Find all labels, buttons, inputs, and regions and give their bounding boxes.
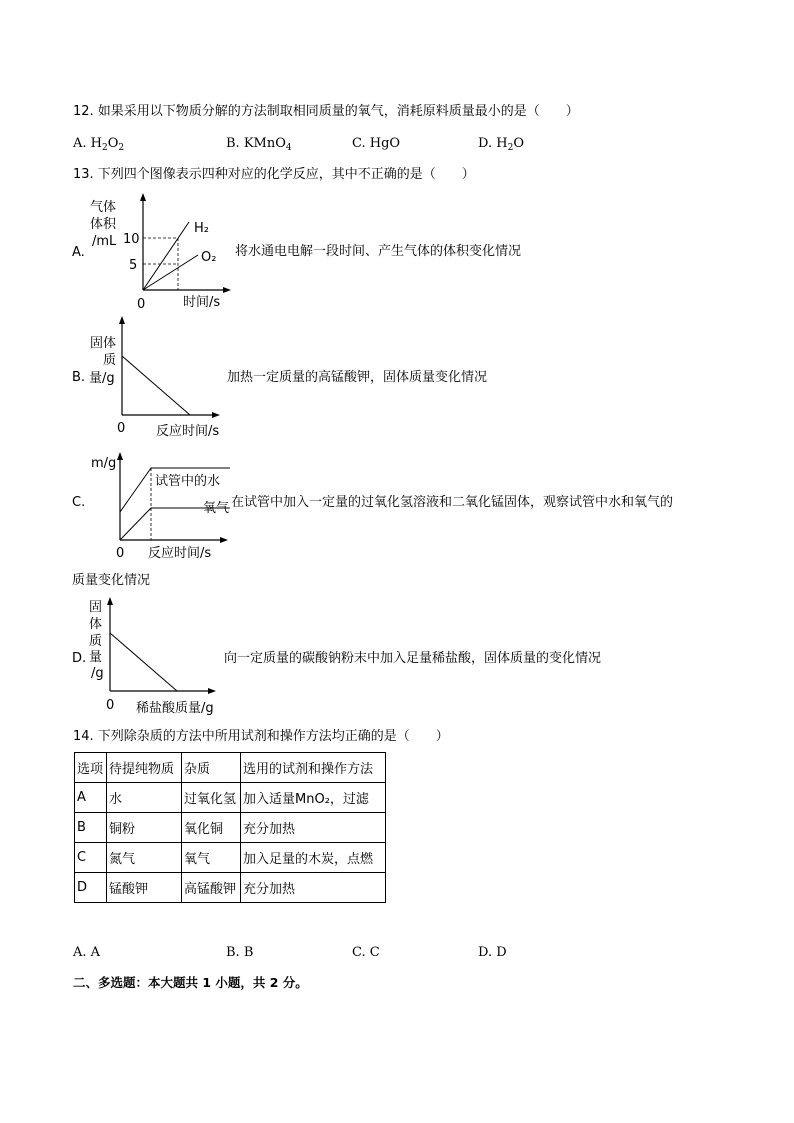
table-row [75, 783, 386, 813]
table-header-cell: 待提纯物质 [107, 753, 182, 783]
q13-d-mass-line [110, 633, 177, 691]
table-header-row [75, 753, 386, 783]
q13-b-description: 加热一定质量的高锰酸钾，固体质量变化情况 [227, 370, 488, 385]
table-header-cell: 选用的试剂和操作方法 [241, 753, 386, 783]
table-cell: 充分加热 [241, 873, 386, 903]
table-cell: B [75, 813, 107, 843]
q14-stem: 14. 下列除杂质的方法中所用试剂和操作方法均正确的是（ ） [73, 729, 449, 744]
q13-a-letter: A. [72, 245, 85, 260]
q13-a-origin: 0 [137, 297, 146, 312]
q13-b-letter: B. [72, 370, 86, 385]
table-cell: 氮气 [107, 843, 182, 873]
q12-option-b: B. KMnO$_4$ [226, 136, 292, 153]
q13-d-ylabel-3: 质 [89, 634, 103, 649]
q13-b-origin: 0 [117, 421, 126, 436]
q13-stem: 13. 下列四个图像表示四种对应的化学反应，其中不正确的是（ ） [73, 167, 475, 182]
q13-d-letter: D. [72, 651, 87, 666]
q13-d-origin: 0 [106, 698, 115, 713]
q13-d-description: 向一定质量的碳酸钠粉末中加入足量稀盐酸，固体质量的变化情况 [224, 651, 602, 666]
q13-d-y-arrow [107, 597, 113, 605]
table-cell: A [75, 783, 107, 813]
q13-a-description: 将水通电电解一段时间、产生气体的体积变化情况 [235, 244, 522, 259]
table-cell: 锰酸钾 [107, 873, 182, 903]
table-cell: D [75, 873, 107, 903]
section-2-heading: 二、多选题：本大题共 1 小题，共 2 分。 [73, 975, 308, 990]
q13-d-ylabel-1: 固 [89, 600, 103, 615]
q13-c-ylabel: m/g [91, 456, 117, 471]
table-cell: 加入足量的木炭，点燃 [241, 843, 386, 873]
q12-stem: 12. 如果采用以下物质分解的方法制取相同质量的氧气，消耗原料质量最小的是（ ） [73, 104, 579, 119]
q13-c-xlabel: 反应时间/s [148, 546, 212, 561]
q12-option-a: A. $H_2O_2$ [73, 136, 125, 153]
q13-d-ylabel-4: 量 [89, 650, 103, 665]
q13-d-ylabel-2: 体 [89, 617, 103, 632]
q14-table [74, 752, 386, 903]
q13-b-xlabel: 反应时间/s [156, 424, 220, 439]
q13-a-label-o2: O₂ [201, 250, 217, 265]
table-cell: 充分加热 [241, 813, 386, 843]
table-header-cell: 选项 [75, 753, 107, 783]
q14-option-d: D. D [478, 945, 507, 960]
q13-a-ytick-5: 5 [129, 258, 138, 273]
q13-a-ylabel-2: 体积 [90, 217, 117, 232]
q13-c-origin: 0 [116, 546, 125, 561]
q13-d-ylabel-5: /g [91, 666, 104, 681]
table-cell: 过氧化氢 [182, 783, 241, 813]
q14-option-b: B. B [226, 945, 254, 960]
q13-c-label-oxygen: 氧气 [203, 501, 230, 516]
table-header-cell: 杂质 [182, 753, 241, 783]
q12-option-c: C. HgO [352, 136, 401, 151]
q13-a-ylabel-1: 气体 [90, 200, 117, 215]
q13-c-description: 在试管中加入一定量的过氧化氢溶液和二氧化锰固体，观察试管中水和氧气的 [231, 495, 674, 510]
table-cell: C [75, 843, 107, 873]
q13-c-description-cont: 质量变化情况 [72, 573, 151, 588]
table-cell: 氧气 [182, 843, 241, 873]
table-cell: 氧化铜 [182, 813, 241, 843]
q13-a-ytick-10: 10 [123, 232, 140, 247]
q14-option-a: A. A [73, 945, 101, 960]
q13-a-xlabel: 时间/s [183, 295, 221, 310]
table-cell: 铜粉 [107, 813, 182, 843]
q13-c-label-water: 试管中的水 [155, 474, 221, 489]
q12-option-d: D. $H_2O$ [478, 136, 524, 153]
q13-b-ylabel-3: 量/g [89, 371, 115, 386]
q13-a-label-h2: H₂ [194, 221, 209, 236]
q13-b-ylabel-1: 固体 [90, 336, 117, 351]
q13-c-letter: C. [72, 495, 86, 510]
q13-d-xlabel: 稀盐酸质量/g [136, 701, 214, 716]
q13-a-ylabel-3: /mL [92, 234, 117, 249]
table-row [75, 873, 386, 903]
table-cell: 高锰酸钾 [182, 873, 241, 903]
q14-option-c: C. C [352, 945, 380, 960]
q13-b-ylabel-2: 质 [103, 353, 117, 368]
table-cell: 水 [107, 783, 182, 813]
q13-d-x-arrow [208, 688, 216, 694]
table-cell: 加入适量MnO₂，过滤 [241, 783, 386, 813]
table-row [75, 843, 386, 873]
table-row [75, 813, 386, 843]
